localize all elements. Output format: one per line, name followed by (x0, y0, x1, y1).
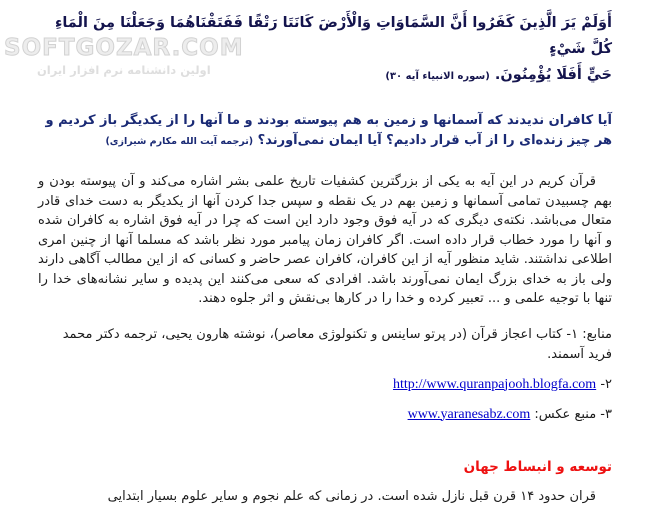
sources-line: منابع: ۱- کتاب اعجاز قرآن (در پرتو ساینس و تکنولوژی معاصر)، نوشته هارون یحیی، ترجمه دکتر محمد فرید آسمند. (62, 326, 612, 362)
verse-translation (38, 111, 612, 152)
section-heading-expansion: توسعه و انبساط جهان (463, 458, 612, 475)
quran-verse (38, 10, 612, 90)
verse-reference: (سوره الانبیاء آیه ۳۰) (385, 71, 490, 82)
watermark-subtitle: اولین دانشنامه نرم افزار ایران (36, 63, 211, 77)
section-paragraph: قران حدود ۱۴ قرن قبل نازل شده است. در زمانی که علم نجوم و سایر علوم بسیار ابتدایی (107, 488, 596, 504)
source-item-2-number: ۲- (596, 376, 612, 392)
source-item-3-label: ۳- منبع عکس: (530, 406, 612, 422)
commentary-paragraph: قرآن کریم در این آیه به یکی از بزرگترین کشفیات تاریخ علمی بشر اشاره می‌کند و آن پیوسته بودن و بهم چسبیدن تمامی آسمانها و زمین بهم در یک نقطه و سپس جدا کردن آنها از یکدیگر به دست خدای قادر متعال می‌باشد. نکته‌ی دیگری که در آیه فوق وجود دارد این است که چرا در آیه فوق اشاره به کافران شده و آنها را مورد خطاب قرار داده است. اگر کافران زمان پیامبر مورد نظر باشد که مسلما آنها از چنین امری اطلاعی نداشتند. شاید منظور آیه از این کافران، کافران عصر حاضر و کسانی که از این مطالب آگاهی دارند ولی باز به خدای بزرگ ایمان نمی‌آورند باشد. افرادی که سعی می‌کنند این پدیده و سایر نشانه‌های خدا را تنها با توجیه علمی و ... تعبیر کرده و خدا را در کارها بی‌نقش و اثر جلوه دهند. (38, 174, 612, 306)
quran-verse-line1: أَوَلَمْ يَرَ الَّذِينَ كَفَرُوا أَنَّ السَّمَاوَاتِ وَالْأَرْضَ كَانَتَا رَتْقًا فَفَتَقْنَاهُمَا وَجَعَلْنَا مِنَ الْمَاءِ كُلَّ شَيْءٍ (54, 15, 612, 57)
source-item-3 (38, 404, 612, 425)
watermark-logo: SOFTGOZAR.COM (4, 35, 244, 61)
source-item-2 (38, 374, 612, 395)
yaranesabz-link[interactable]: www.yaranesabz.com (407, 406, 531, 422)
quran-verse-line2 (38, 62, 612, 90)
translation-attribution: (ترجمه آیت الله مکارم شیرازی) (105, 136, 254, 147)
quranpajooh-link[interactable]: http://www.quranpajooh.blogfa.com (392, 376, 597, 392)
verse-translation-text: آیا کافران ندیدند که آسمانها و زمین به هم پیوسته بودند و ما آنها را از یکدیگر باز کردیم و هر چیز زنده‌ای را از آب قرار دادیم؟ آیا ایمان نمی‌آورند؟ (45, 113, 612, 148)
quran-verse-line2-text: حَيٍّ أَفَلَا يُؤْمِنُونَ. (494, 67, 612, 83)
